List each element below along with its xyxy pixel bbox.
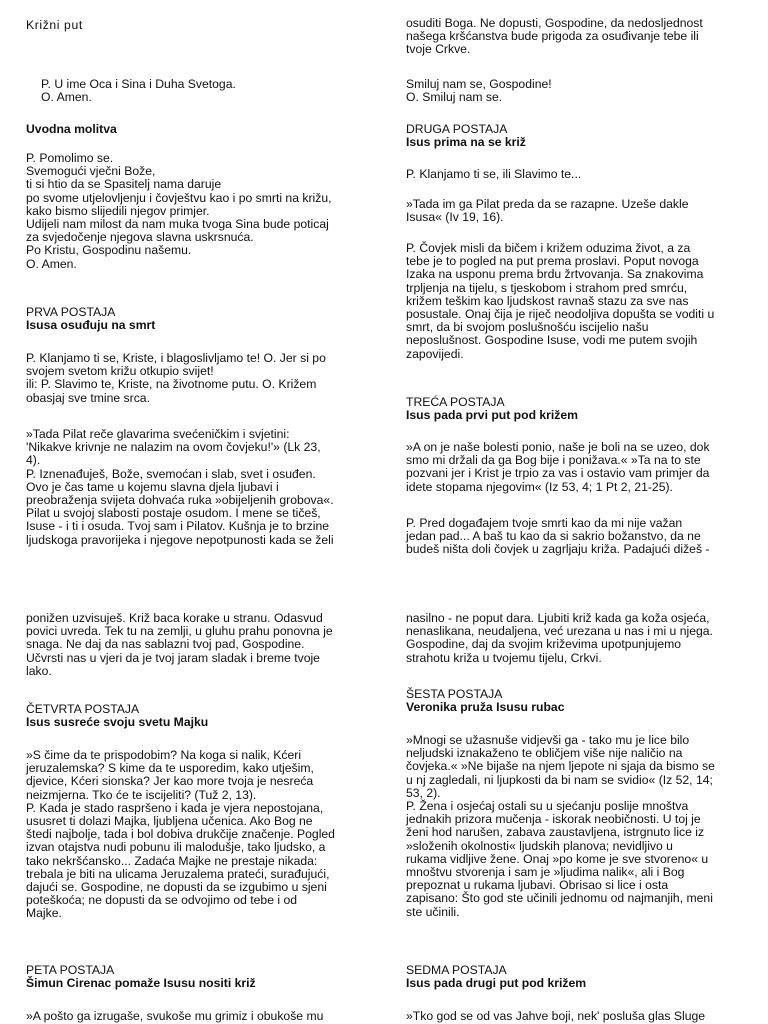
right-bottom-cont-wrap xyxy=(406,612,756,665)
station-2-p3-wrap xyxy=(406,242,756,361)
station-5 xyxy=(26,964,376,990)
station-4-p1-wrap xyxy=(26,749,376,921)
station-1-paragraph-2: »Tada Pilat reče glavarima svećeničkim i svjetini: 'Nikakve krivnje ne nalazim na ovom čovjeku!'» (Lk 23, 4). P. Iznenađuješ, Bože, svemoćan i slab, svet i osuđen. Ovo je čas tame u kojemu slavna djela ljubavi i preobraženja svijeta dohvaća ruka »obijeljenih grobova«. Pilat u svojoj slabosti postaje osudom. I mene se tičeš, Isuse - i ti i osuda. Tvoj sam i Pilatov. Kušnja je to brzine ljudskoga pravorijeka i njegove nepotpunosti kada se želi xyxy=(26,427,334,547)
station-7 xyxy=(406,964,756,990)
station-4-title: Isus susreće svoju svetu Majku xyxy=(26,715,209,730)
intro-heading: Uvodna molitva xyxy=(26,122,117,136)
station-7-label: SEDMA POSTAJA xyxy=(406,963,507,977)
station-3-p1-wrap xyxy=(406,441,756,494)
station-3-continuation: ponižen uzvisuješ. Križ baca korake u stranu. Odasvud povici uvreda. Tek tu na zemlji, u gluhu prahu ponovna je snaga. Ne daj da nas sablazni tvoj pad, Gospodine. Učvrsti nas u vjeri da je tvoj jaram sladak i breme tvoje lako. xyxy=(26,611,333,678)
station-7-p1-wrap xyxy=(406,1010,756,1023)
station-2-p2-wrap xyxy=(406,198,756,224)
station-2-paragraph-3: P. Čovjek misli da bičem i križem oduzima život, a za tebe je to pogled na put prema proslavi. Poput novoga Izaka na usponu prema brdu žrtvovanja. Sa znakovima trpljenja na tijelu, s tjeskobom i strahom pred smrću, križem teškim kao ljudskost ravnaš stazu za sve nas posustale. Onaj čija je riječ neodoljiva dopušta se voditi u smrt, da bi svojom poslušnošću iscijelio našu neposlušnost. Gospodine Isuse, vodi me putem svojih zapovijedi. xyxy=(406,241,715,361)
station-3-paragraph-2: P. Pred događajem tvoje smrti kao da mi nije važan jedan pad... A baš tu kao da si sakrio božanstvo, da ne budeš ništa doli čovjek u zagrljaju križa. Padajući dižeš - xyxy=(406,516,710,557)
station-5-title: Šimun Cirenac pomaže Isusu nositi križ xyxy=(26,976,256,991)
intro-body: P. Pomolimo se. Svemogući vječni Bože, ti si htio da se Spasitelj nama daruje po svome utjelovljenju i čovještvu kao i po smrti na križu, kako bismo slijedili njegov primjer. Udijeli nam milost da nam muka tvoga Sina bude poticaj za svjedočenje njegova slavna uskrsnuća. Po Kristu, Gospodinu našemu. O. Amen. xyxy=(26,151,332,271)
station-5-p1-wrap xyxy=(26,1010,376,1023)
station-1-label: PRVA POSTAJA xyxy=(26,305,116,319)
station-6-title: Veronika pruža Isusu rubac xyxy=(406,700,565,715)
station-2-paragraph-2: »Tada im ga Pilat preda da se razapne. Uzeše dakle Isusa« (Iv 19, 16). xyxy=(406,197,689,225)
station-6 xyxy=(406,688,756,714)
station-1-continuation: osuditi Boga. Ne dopusti, Gospodine, da nedosljednost našega kršćanstva bude prigoda za osuđivanje tebe ili tvoje Crkve. xyxy=(406,16,703,57)
station-2-paragraph-1: P. Klanjamo ti se, ili Slavimo te... xyxy=(406,167,582,181)
station-2-title: Isus prima na se križ xyxy=(406,135,526,150)
station-6-p1-wrap xyxy=(406,734,756,919)
station-7-paragraph-1: »Tko god se od vas Jahve boji, nek' posluša glas Sluge xyxy=(406,1009,706,1023)
intro-body-wrap xyxy=(26,152,376,271)
opening-invocation: P. U ime Oca i Sina i Duha Svetoga. O. Amen. xyxy=(41,77,236,105)
response-lines: Smiluj nam se, Gospodine! O. Smiluj nam se. xyxy=(406,77,552,105)
left-bottom-cont-wrap xyxy=(26,612,376,678)
station-3 xyxy=(406,396,756,422)
station-1-p2-wrap xyxy=(26,428,376,547)
right-top-cont-wrap xyxy=(406,17,756,57)
station-5-label: PETA POSTAJA xyxy=(26,963,115,977)
station-4-paragraph-1: »S čime da te prispodobim? Na koga si nalik, Kćeri jeruzalemska? S kime da te usporedim, kako utješim, djevice, Kćeri sionska? Jer kao more tvoja je nesreća neizmjerna. Tko će te iscijeliti? (Tuž 2, 13). P. Kada je stado raspršeno i kada je vjera nepostojana, ususret ti dolazi Majka, ljubljena učenica. Ako Bog ne štedi najbolje, tada i bol dobiva drukčije značenje. Pogled izvan otajstva nudi pobunu ili malodušje, tako ljudsko, a tako nekršćansko... Zadaća Majke ne prestaje nikada: trebala je biti na ulicama Jeruzalema prateći, surađujući, dajući se. Gospodine, ne dopusti da se izgubimo u sjeni poteškoća; ne dopusti da se odvojimo od tebe i od Majke. xyxy=(26,748,335,921)
intro-prayer-section xyxy=(26,123,376,136)
station-5-continuation: nasilno - ne poput dara. Ljubiti križ kada ga koža osjeća, nenaslikana, neudaljena, već urezana u nas i mi u njega. Gospodine, daj da svojim križevima upotpunjujemo strahotu križa u tvojemu tijelu, Crkvi. xyxy=(406,611,713,665)
station-7-title: Isus pada drugi put pod križem xyxy=(406,976,587,991)
document-title: Križni put xyxy=(26,18,83,32)
station-1-paragraph-1: P. Klanjamo ti se, Kriste, i blagoslivljamo te! O. Jer si po svojem svetom križu otkupio svijet! ili: P. Slavimo te, Kriste, na životnome putu. O. Križem obasjaj sve tmine srca. xyxy=(26,351,326,405)
opening-prayer-header xyxy=(26,78,376,104)
station-2-p1-wrap xyxy=(406,168,756,181)
station-5-paragraph-1: »A pošto ga izrugaše, svukoše mu grimiz i obukoše mu xyxy=(26,1009,324,1023)
station-3-label: TREĆA POSTAJA xyxy=(406,395,505,409)
station-2 xyxy=(406,123,756,149)
station-2-label: DRUGA POSTAJA xyxy=(406,122,508,136)
station-6-paragraph-1: »Mnogi se užasnuše vidjevši ga - tako mu je lice bilo neljudski iznakaženo te obličjem više nije naličio na čovjeka.« »Ne bijaše na njem ljepote ni sjaja da bismo se u nj zagledali, ni ljupkosti da bi nam se svidio« (Iz 52, 14; 53, 2). P. Žena i osjećaj ostali su u sjećanju poslije mnoštva jednakih prizora mučenja - iskorak neobičnosti. U toj je ženi hod narušen, zabava zaustavljena, istrgnuto lice iz »složenih okolnosti« ljudskih planova; nevidljivo u rukama vidljive žene. Onaj »po kome je sve stvoreno« u mnoštvu stvorenja i sam je »ljudima nalik«, ali i Bog prepoznat u rukama ljubavi. Obrisao si lice i osta zapisano: Što god ste učinili jednomu od najmanjih, meni ste učinili. xyxy=(406,733,715,919)
station-4-label: ČETVRTA POSTAJA xyxy=(26,702,140,716)
station-3-title: Isus pada prvi put pod križem xyxy=(406,408,579,423)
station-1 xyxy=(26,306,376,332)
station-3-p2-wrap xyxy=(406,517,756,557)
response-wrap xyxy=(406,78,756,104)
station-6-label: ŠESTA POSTAJA xyxy=(406,687,503,701)
station-1-title: Isusa osuđuju na smrt xyxy=(26,318,156,333)
station-1-p1-wrap xyxy=(26,352,376,405)
station-3-paragraph-1: »A on je naše bolesti ponio, naše je boli na se uzeo, dok smo mi držali da ga Bog bije i ponižava.« »Ta na to ste pozvani jer i Krist je trpio za vas i ostavio vam primjer da idete stopama njegovim« (Iz 53, 4; 1 Pt 2, 21-25). xyxy=(406,440,710,494)
station-4 xyxy=(26,703,376,729)
